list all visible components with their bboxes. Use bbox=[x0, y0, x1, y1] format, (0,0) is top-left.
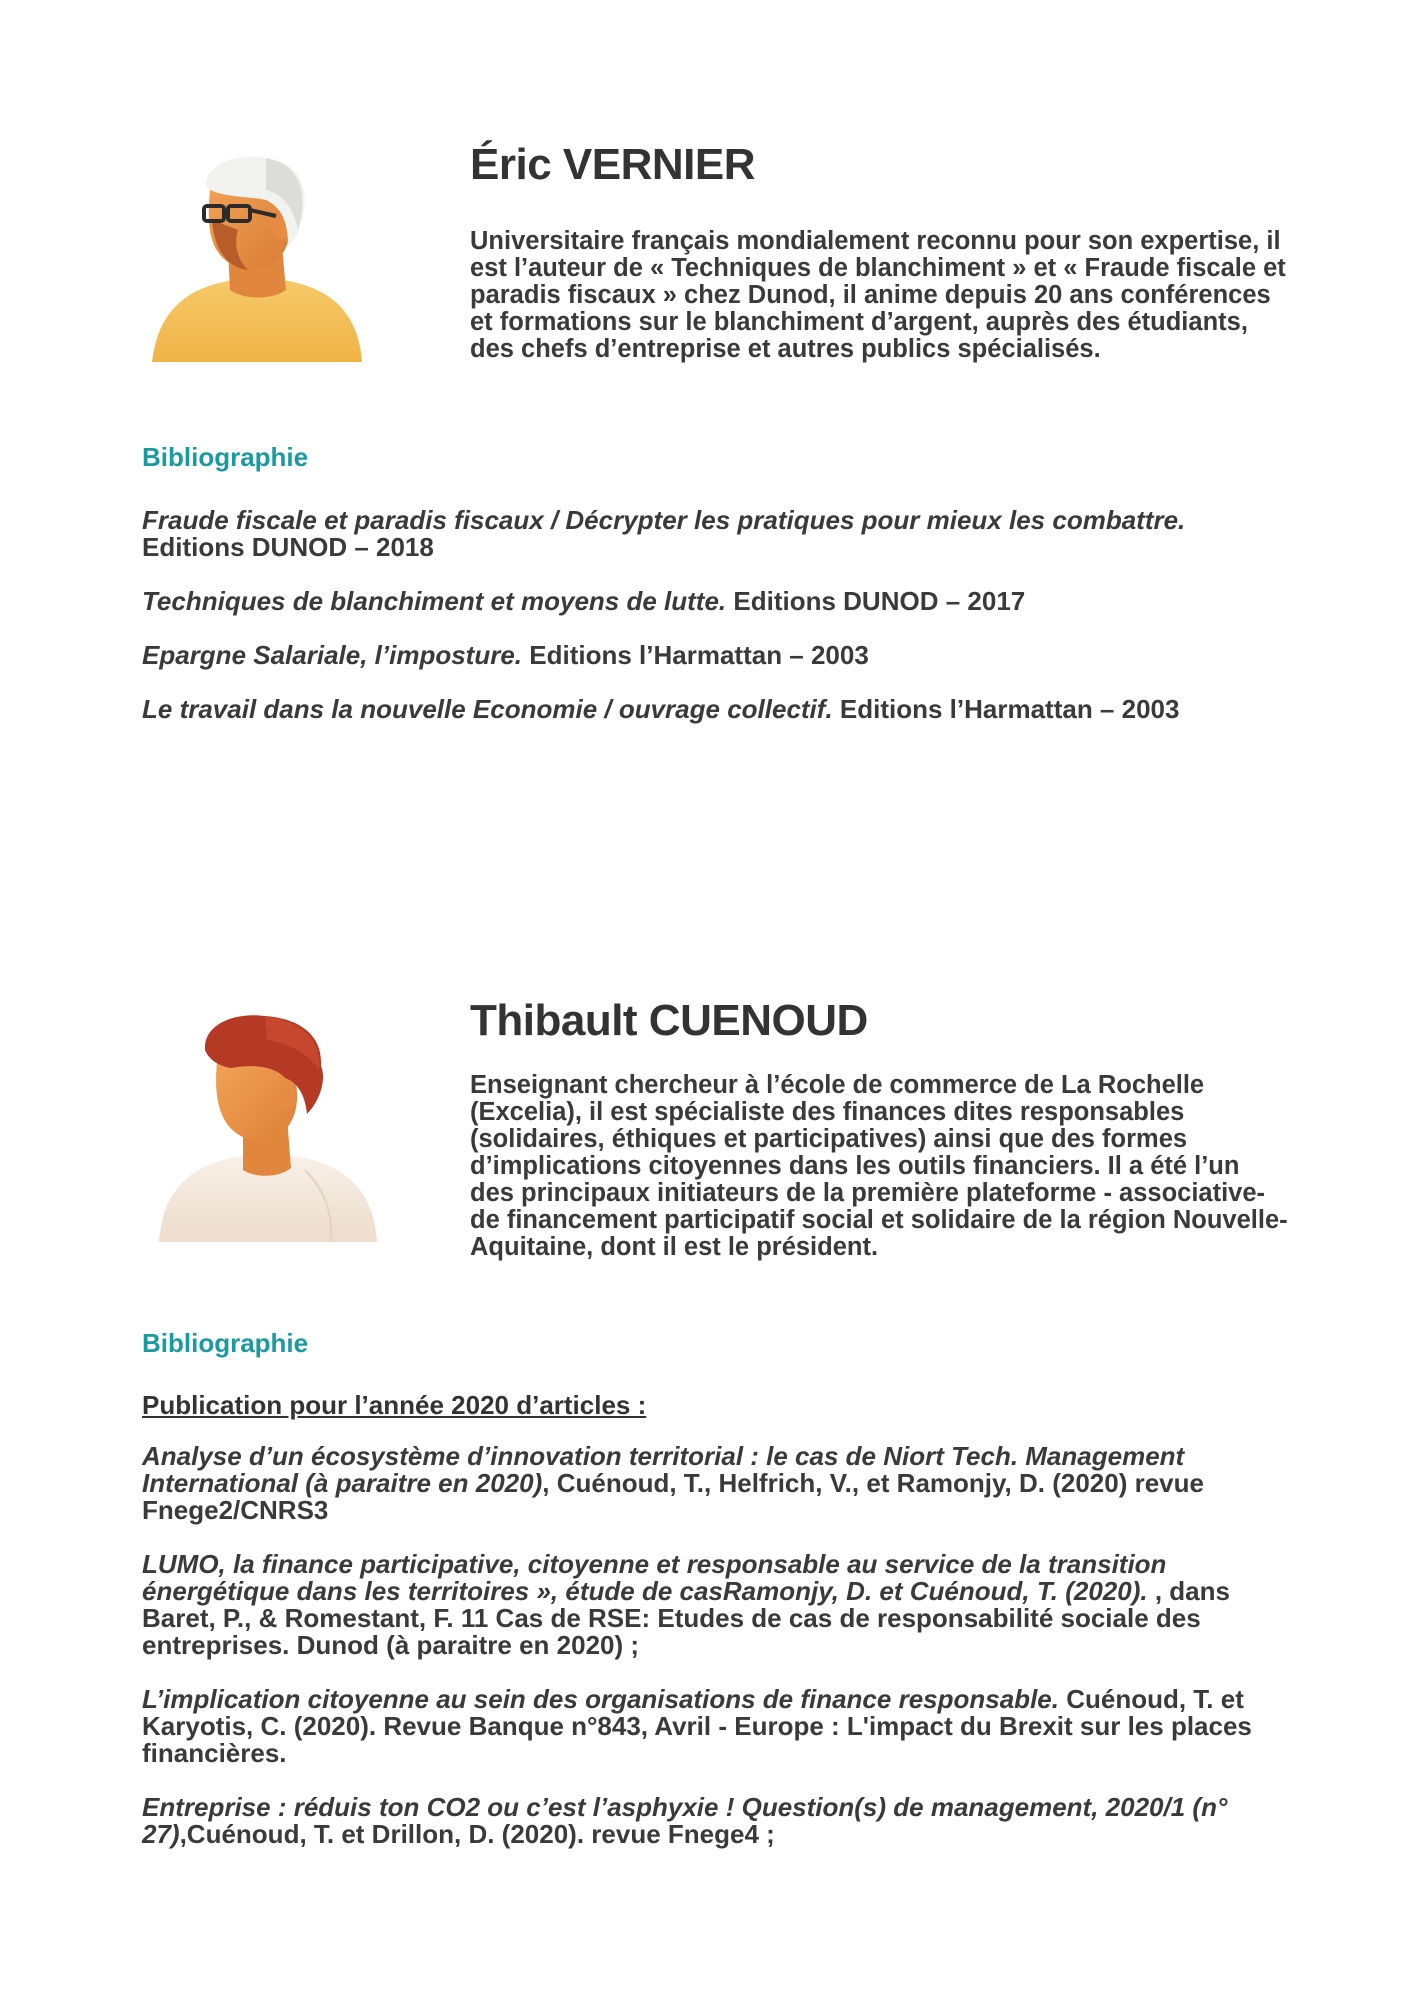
book-details: Editions l’Harmattan – 2003 bbox=[832, 694, 1180, 724]
avatar bbox=[155, 1010, 380, 1245]
article-details: ,Cuénoud, T. et Drillon, D. (2020). revue Fnege4 ; bbox=[179, 1819, 775, 1849]
book-title: Techniques de blanchiment et moyens de lutte. bbox=[142, 586, 727, 616]
man-red-hair-avatar-icon bbox=[155, 1010, 380, 1245]
article-details: , dans Baret, P., & Romestant, F. 11 Cas de RSE: Etudes de cas de responsabilité sociale des entreprises. Dunod (à paraitre en 2020) ; bbox=[142, 1576, 1230, 1660]
publication-heading: Publication pour l’année 2020 d’articles : bbox=[142, 1390, 647, 1420]
bibliography-list bbox=[142, 1443, 1292, 1848]
author-bio: Universitaire français mondialement reconnu pour son expertise, il est l’auteur de « Techniques de blanchiment » et « Fraude fiscale et paradis fiscaux » chez Dunod, il anime depuis 20 ans conférences et formations sur le blanchiment d’argent, auprès des étudiants, des chefs d’entreprise et autres publics spécialisés. bbox=[470, 227, 1286, 363]
list-item bbox=[142, 696, 1292, 723]
author-bio: Enseignant chercheur à l’école de commerce de La Rochelle (Excelia), il est spécialiste des finances dites responsables (solidaires, éthiques et participatives) ainsi que des formes d’implications citoyennes dans les outils financiers. Il a été l’un des principaux initiateurs de la première plateforme - associative- de financement participatif social et solidaire de la région Nouvelle-Aquitaine, dont il est le président. bbox=[470, 1071, 1288, 1261]
list-item bbox=[142, 507, 1292, 561]
list-item bbox=[142, 1686, 1292, 1767]
list-item bbox=[142, 588, 1292, 615]
book-title: Fraude fiscale et paradis fiscaux / Décrypter les pratiques pour mieux les combattre. bbox=[142, 505, 1186, 535]
article-details: , Cuénoud, T., Helfrich, V., et Ramonjy, D. (2020) revue Fnege2/CNRS3 bbox=[142, 1468, 1204, 1525]
author-name: Thibault CUENOUD bbox=[470, 996, 868, 1045]
bibliography-list bbox=[142, 507, 1292, 723]
bibliography-title: Bibliographie bbox=[142, 1328, 309, 1358]
book-details: Editions DUNOD – 2017 bbox=[726, 586, 1026, 616]
book-details: Editions l’Harmattan – 2003 bbox=[522, 640, 869, 670]
bibliography-title: Bibliographie bbox=[142, 442, 309, 472]
article-title: Entreprise : réduis ton CO2 ou c’est l’asphyxie ! Question(s) de management, 2020/1 (n° 27) bbox=[142, 1792, 1228, 1849]
book-details: Editions DUNOD – 2018 bbox=[142, 532, 434, 562]
list-item bbox=[142, 1551, 1292, 1659]
man-white-hair-glasses-avatar-icon bbox=[148, 150, 368, 365]
article-title: Analyse d’un écosystème d’innovation territorial : le cas de Niort Tech. Management International (à paraitre en 2020) bbox=[142, 1441, 1185, 1498]
article-title: LUMO, la finance participative, citoyenne et responsable au service de la transition énergétique dans les territoires », étude de casRamonjy, D. et Cuénoud, T. (2020). bbox=[142, 1549, 1167, 1606]
author-name: Éric VERNIER bbox=[470, 140, 755, 189]
list-item bbox=[142, 1794, 1292, 1848]
list-item bbox=[142, 642, 1292, 669]
book-title: Epargne Salariale, l’imposture. bbox=[142, 640, 523, 670]
avatar bbox=[148, 150, 368, 365]
article-details: Cuénoud, T. et Karyotis, C. (2020). Revue Banque n°843, Avril - Europe : L'impact du Brexit sur les places financières. bbox=[142, 1684, 1252, 1768]
article-title: L’implication citoyenne au sein des organisations de finance responsable. bbox=[142, 1684, 1059, 1714]
list-item bbox=[142, 1443, 1292, 1524]
book-title: Le travail dans la nouvelle Economie / ouvrage collectif. bbox=[142, 694, 833, 724]
